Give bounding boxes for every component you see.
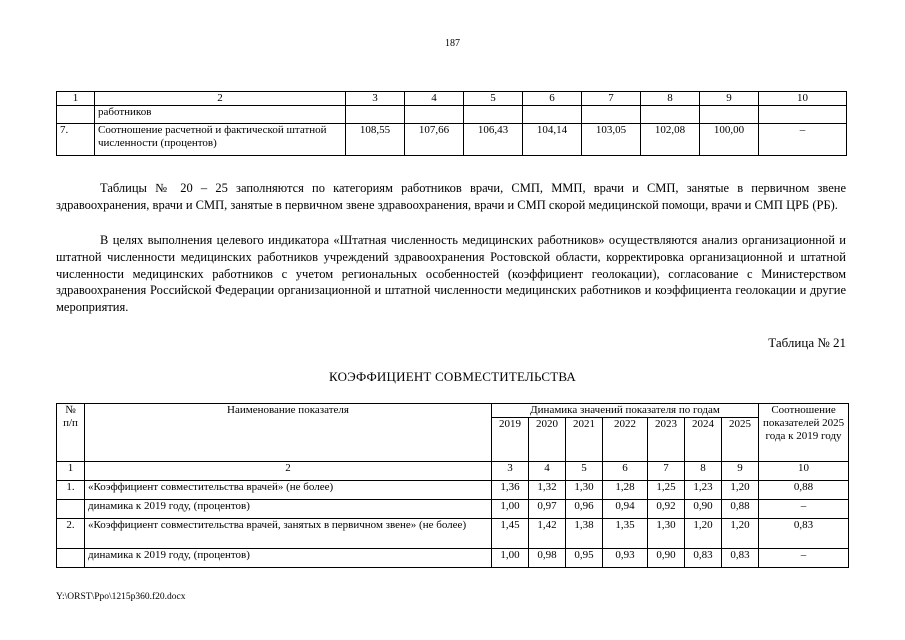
ratio-cell: – [759, 549, 849, 568]
value-cell: 0,88 [722, 500, 759, 519]
header-name: Наименование показателя [85, 404, 492, 462]
index-cell: 9 [722, 462, 759, 481]
value-cell: 100,00 [700, 124, 759, 156]
header-cell: 5 [464, 92, 523, 106]
index-cell: 4 [529, 462, 566, 481]
table-row [57, 519, 849, 549]
table-cell [523, 106, 582, 124]
value-cell: 1,25 [648, 481, 685, 500]
row-name: «Коэффициент совместительства врачей, занятых в первичном звене» (не более) [85, 519, 492, 549]
page-number: 187 [445, 38, 460, 49]
header-cell: 4 [405, 92, 464, 106]
table-cell [57, 106, 95, 124]
value-cell: 0,95 [566, 549, 603, 568]
continuation-table [56, 91, 847, 156]
header-cell: 1 [57, 92, 95, 106]
value-cell: 0,90 [685, 500, 722, 519]
table-cell [700, 106, 759, 124]
index-cell: 3 [492, 462, 529, 481]
footer-file-path: Y:\ORST\Ppo\1215p360.f20.docx [56, 592, 186, 602]
value-cell: 102,08 [641, 124, 700, 156]
value-cell: 0,90 [648, 549, 685, 568]
value-cell: 1,20 [722, 481, 759, 500]
table-row [57, 549, 849, 568]
header-cell: 3 [346, 92, 405, 106]
table-row [57, 500, 849, 519]
value-cell: 0,83 [685, 549, 722, 568]
value-cell: 1,38 [566, 519, 603, 549]
value-cell: 0,83 [722, 549, 759, 568]
value-cell: 1,00 [492, 500, 529, 519]
header-ratio: Соотношение показателей 2025 года к 2019 году [759, 404, 849, 462]
year-cell: 2019 [492, 418, 529, 462]
table-cell [464, 106, 523, 124]
coefficient-table [56, 403, 849, 568]
value-cell: 1,28 [603, 481, 648, 500]
value-cell: 104,14 [523, 124, 582, 156]
table-header-row [57, 404, 849, 418]
row-number: 1. [57, 481, 85, 500]
body-paragraph: В целях выполнения целевого индикатора «Штатная численность медицинских работников» осуществляются анализ организационной и штатной численности медицинских работников учреждений здравоохранения Ростовской области, корректировка организационной и штатной численности медицинских работников с учетом региональных особенностей (коэффициент геолокации), согласование с Министерством здравоохранения Российской Федерации организационной и штатной численности медицинских работников и коэффициента геолокации и другие мероприятия. [56, 233, 846, 315]
row-number [57, 500, 85, 519]
header-cell: 8 [641, 92, 700, 106]
year-cell: 2023 [648, 418, 685, 462]
value-cell: 1,35 [603, 519, 648, 549]
value-cell: 0,98 [529, 549, 566, 568]
table-label: Таблица № 21 [768, 335, 846, 350]
table-cell [759, 106, 847, 124]
value-cell: 0,93 [603, 549, 648, 568]
ratio-cell: 0,83 [759, 519, 849, 549]
index-cell: 10 [759, 462, 849, 481]
year-cell: 2024 [685, 418, 722, 462]
value-cell: 106,43 [464, 124, 523, 156]
value-cell: 103,05 [582, 124, 641, 156]
value-cell: 0,96 [566, 500, 603, 519]
header-num: № п/п [57, 404, 85, 462]
value-cell: 1,42 [529, 519, 566, 549]
table-row [57, 124, 847, 156]
row-number [57, 549, 85, 568]
row-name: «Коэффициент совместительства врачей» (не более) [85, 481, 492, 500]
table-index-row [57, 462, 849, 481]
header-cell: 10 [759, 92, 847, 106]
table-row [57, 106, 847, 124]
row-number: 2. [57, 519, 85, 549]
year-cell: 2025 [722, 418, 759, 462]
value-cell: 1,30 [566, 481, 603, 500]
value-cell: 1,20 [722, 519, 759, 549]
year-cell: 2021 [566, 418, 603, 462]
header-cell: 6 [523, 92, 582, 106]
row-name: динамика к 2019 году, (процентов) [85, 549, 492, 568]
value-cell: 0,92 [648, 500, 685, 519]
value-cell: – [759, 124, 847, 156]
ratio-cell: 0,88 [759, 481, 849, 500]
table-title: КОЭФФИЦИЕНТ СОВМЕСТИТЕЛЬСТВА [329, 369, 576, 384]
value-cell: 108,55 [346, 124, 405, 156]
value-cell: 0,97 [529, 500, 566, 519]
ratio-cell: – [759, 500, 849, 519]
value-cell: 0,94 [603, 500, 648, 519]
index-cell: 1 [57, 462, 85, 481]
body-paragraph: Таблицы № 20 – 25 заполняются по категориям работников врачи, СМП, ММП, врачи и СМП, занятые в первичном звене здравоохранения, врачи и СМП, занятые в первичном звене здравоохранения, врачи и СМП скорой медицинской помощи, врачи и СМП ЦРБ (РБ). [56, 181, 846, 212]
value-cell: 1,00 [492, 549, 529, 568]
index-cell: 6 [603, 462, 648, 481]
header-cell: 7 [582, 92, 641, 106]
row-number: 7. [57, 124, 95, 156]
value-cell: 107,66 [405, 124, 464, 156]
row-name: Соотношение расчетной и фактической штатной численности (процентов) [95, 124, 346, 156]
index-cell: 7 [648, 462, 685, 481]
year-cell: 2022 [603, 418, 648, 462]
value-cell: 1,36 [492, 481, 529, 500]
table-row [57, 481, 849, 500]
year-cell: 2020 [529, 418, 566, 462]
table-cell [582, 106, 641, 124]
index-cell: 8 [685, 462, 722, 481]
index-cell: 5 [566, 462, 603, 481]
header-dynamics: Динамика значений показателя по годам [492, 404, 759, 418]
value-cell: 1,45 [492, 519, 529, 549]
row-name: динамика к 2019 году, (процентов) [85, 500, 492, 519]
table-cell: работников [95, 106, 346, 124]
header-cell: 2 [95, 92, 346, 106]
value-cell: 1,20 [685, 519, 722, 549]
table-header-row [57, 92, 847, 106]
value-cell: 1,23 [685, 481, 722, 500]
table-cell [346, 106, 405, 124]
header-cell: 9 [700, 92, 759, 106]
table-cell [641, 106, 700, 124]
value-cell: 1,30 [648, 519, 685, 549]
index-cell: 2 [85, 462, 492, 481]
value-cell: 1,32 [529, 481, 566, 500]
table-cell [405, 106, 464, 124]
